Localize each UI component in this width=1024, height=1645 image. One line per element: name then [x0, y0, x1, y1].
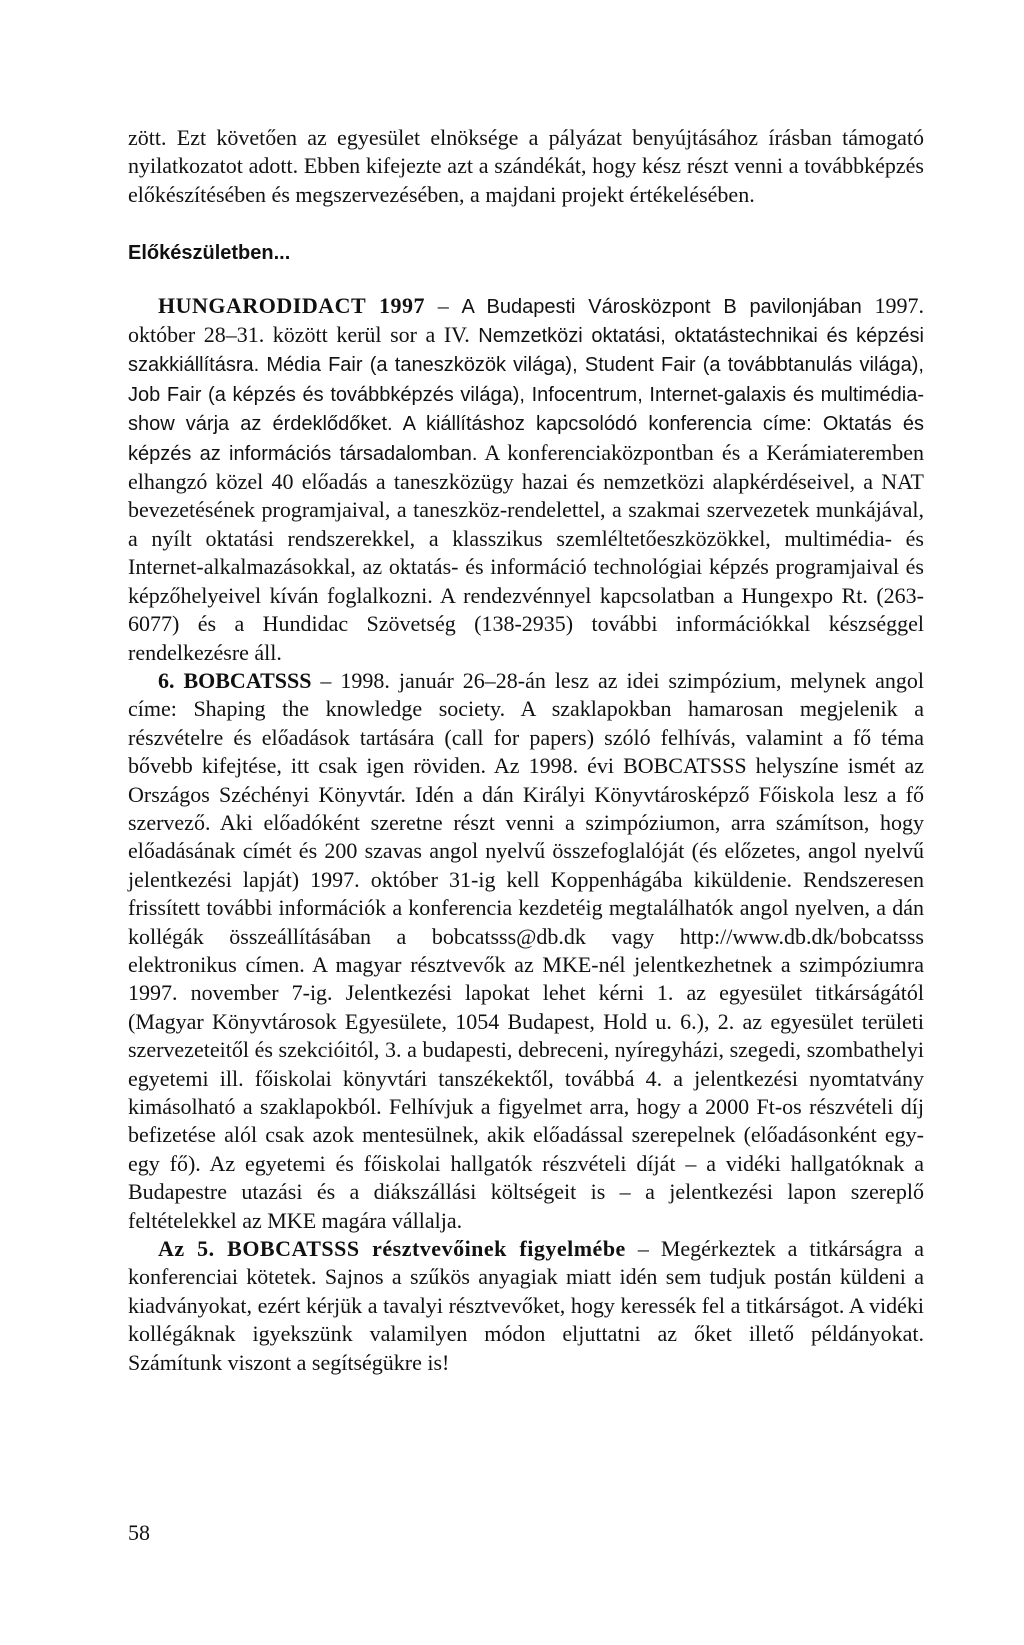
page-number: 58 [128, 1520, 150, 1545]
bobcatsss-paragraph [128, 667, 924, 1235]
bobcatsss-body: 1998. január 26–28-án lesz az idei szimpózium, melynek angol címe: Shaping the knowledge society. A szaklapokban hamarosan megjelenik a részvételre és előadások tartására (call for papers) szóló felhívás, valamint a fő téma bővebb kifejtése, itt csak igen röviden. Az 1998. évi BOBCATSSS helyszíne ismét az Országos Széchényi Könyvtár. Idén a dán Királyi Könyvtárosképző Főiskola lesz a fő szervező. Aki előadóként szeretne részt venni a szimpóziumon, arra számítson, hogy előadásának címét és 200 szavas angol nyelvű összefoglalóját (és előzetes, angol nyelvű jelentkezési lapját) 1997. október 31-ig kell Koppenhágába kiküldenie. Rendszeresen frissített további információk a konferencia kezdetéig megtalálhatók angol nyelven, a dán kollégák összeállításában a bobcatsss@db.dk vagy http://www.db.dk/bobcatsss elektronikus címen. A magyar résztvevők az MKE-nél jelentkezhetnek a szimpóziumra 1997. november 7-ig. Jelentkezési lapokat lehet kérni 1. az egyesület titkárságától (Magyar Könyvtárosok Egyesülete, 1054 Budapest, Hold u. 6.), 2. az egyesület területi szervezeteitől és szekcióitól, 3. a budapesti, debreceni, nyíregyházi, szegedi, szombathelyi egyetemi ill. főiskolai könyvtári tanszékektől, továbbá 4. a jelentkezési nyomtatvány kimásolható a szaklapokból. Felhívjuk a figyelmet arra, hogy a 2000 Ft-os részvételi díj befizetése alól csak azok mentesülnek, akik előadással szerepelnek (előadásonként egy-egy fő). Az egyetemi és főiskolai hallgatók részvételi díját – a vidéki hallgatóknak a Budapestre utazási és a diákszállási költségeit is – a jelentkezési lapon szereplő feltételekkel az MKE magára vállalja. [128, 667, 925, 1233]
notice-body: Megérkeztek a titkárságra a konferenciai kötetek. Sajnos a szűkös anyagiak miatt idén sem tudjuk postán küldeni a kiadványokat, ezért kérjük a tavalyi résztvevőket, hogy keressék fel a titkárságot. A vidéki kollégáknak igyekszünk valamilyen módon eljuttatni az őket illető példányokat. Számítunk viszont a segítségükre is! [128, 1236, 925, 1375]
bobcatsss-title: BOBCATSSS [183, 667, 312, 693]
bobcatsss-number: 6. [158, 667, 184, 693]
hungarodidact-paragraph [128, 292, 924, 667]
document-page [128, 124, 924, 1377]
hungarodidact-fair: Nemzetközi oktatási, oktatástechnikai és képzési szakkiállításra. [128, 325, 924, 377]
intro-paragraph: zött. Ezt követően az egyesület elnöksége a pályázat benyújtásához írásban támogató nyilatkozatot adott. Ebben kifejezte azt a szándékát, hogy kész részt venni a továbbképzés előkészítésében és megszervezésében, a majdani projekt értékelésében. [128, 125, 924, 207]
hungarodidact-date: 1997. október 28–31. között kerül sor a IV. [128, 292, 925, 348]
notice-title: Az 5. BOBCATSSS résztvevőinek figyelmébe [158, 1236, 626, 1262]
hungarodidact-title: HUNGARODIDACT 1997 [158, 292, 426, 318]
notice-paragraph [128, 1235, 924, 1377]
hungarodidact-body2: A konferenciaközpontban és a Kerámiateremben elhangzó közel 40 előadás a taneszközügy hazai és nemzetközi alapkérdéseivel, a NAT bevezetésének programjaival, a taneszköz-rendelettel, a szakmai szervezetek munkájával, a nyílt oktatási rendszerekkel, a klasszikus szemléltetőeszközökkel, multimédia- és Internet-alkalmazásokkal, az oktatás- és információ technológiai képzés programjaival és képzőhelyeivel kíván foglalkozni. A rendezvénnyel kapcsolatban a Hungexpo Rt. (263-6077) és a Hundidac Szövetség (138-2935) további információkkal készséggel rendelkezésre áll. [128, 439, 924, 665]
bobcatsss-dash: – [311, 667, 341, 693]
hungarodidact-location: A Budapesti Városközpont B pavilonjában [461, 295, 862, 318]
section-heading: Előkészületben... [128, 242, 291, 265]
notice-dash: – [625, 1236, 661, 1262]
hungarodidact-dash: – [425, 292, 462, 318]
hungarodidact-body: Média Fair (a taneszközök világa), Student Fair (a továbbtanulás világa), Job Fair (a képzés és továbbképzés világa), Infocentrum, Internet-galaxis és multimédia-show várja az érdeklődőket. A kiállításhoz kapcsolódó konferencia címe: Oktatás és képzés az információs társadalomban. [128, 354, 924, 465]
